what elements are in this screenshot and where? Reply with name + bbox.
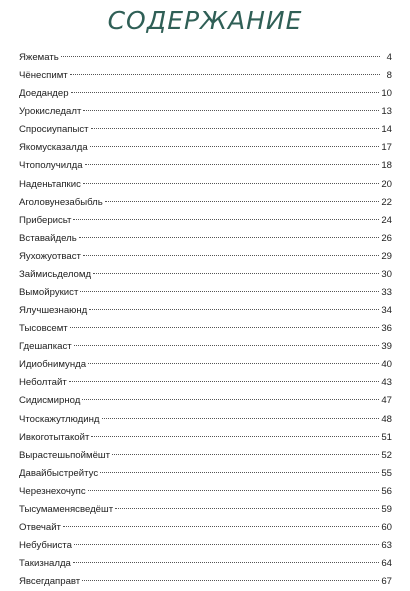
toc-entry xyxy=(19,67,392,85)
toc-entry xyxy=(19,447,392,465)
toc-entry-label: Вырастешьпоймёшт xyxy=(19,449,110,461)
toc-entry-page-number: 56 xyxy=(381,485,392,497)
toc-entry xyxy=(19,302,392,320)
toc-entry-page-number: 33 xyxy=(381,287,392,299)
toc-entry xyxy=(19,284,392,302)
dot-leader xyxy=(91,436,379,437)
toc-entry xyxy=(19,411,392,429)
toc-entry-page-number: 26 xyxy=(381,232,392,244)
toc-entry-page-number: 24 xyxy=(381,214,392,226)
toc-entry xyxy=(19,121,392,139)
toc-entry-label: Тысовсемт xyxy=(19,323,68,335)
dot-leader xyxy=(83,183,379,184)
toc-entry-page-number: 34 xyxy=(381,305,392,317)
toc-entry-page-number: 39 xyxy=(381,341,392,353)
toc-entry-page-number: 64 xyxy=(381,558,392,570)
toc-entry-label: Чтополучилда xyxy=(19,160,83,172)
dot-leader xyxy=(74,544,379,545)
dot-leader xyxy=(85,164,380,165)
toc-entry-label: Гдешапкаст xyxy=(19,341,72,353)
toc-entry xyxy=(19,320,392,338)
dot-leader xyxy=(90,146,380,147)
toc-entry-label: Вставайдель xyxy=(19,232,77,244)
dot-leader xyxy=(89,309,379,310)
dot-leader xyxy=(73,562,379,563)
dot-leader xyxy=(115,508,379,509)
toc-entry-label: Приберисьт xyxy=(19,214,72,226)
toc-entry xyxy=(19,139,392,157)
toc-entry xyxy=(19,248,392,266)
toc-entry-label: Явсегдаправт xyxy=(19,576,81,588)
dot-leader xyxy=(79,237,380,238)
toc-entry-label: Чёнеспимт xyxy=(19,70,68,82)
dot-leader xyxy=(70,74,380,75)
toc-entry-label: Неболтайт xyxy=(19,377,67,389)
toc-entry-label: Идиобнимунда xyxy=(19,359,87,371)
dot-leader xyxy=(63,526,379,527)
toc-entry-page-number: 29 xyxy=(381,250,392,262)
toc-entry xyxy=(19,519,392,537)
dot-leader xyxy=(82,399,379,400)
toc-entry-label: Ялучшезнаюнд xyxy=(19,305,88,317)
dot-leader xyxy=(82,580,379,581)
toc-entry-page-number: 43 xyxy=(381,377,392,389)
dot-leader xyxy=(71,92,380,93)
toc-entry-label: Отвечайт xyxy=(19,522,61,534)
dot-leader xyxy=(88,490,380,491)
page-title: СОДЕРЖАНИЕ xyxy=(107,6,303,35)
toc-entry-page-number: 10 xyxy=(381,88,392,100)
toc-entry-page-number: 17 xyxy=(381,142,392,154)
toc-entry xyxy=(19,338,392,356)
toc-entry-label: Вымойрукист xyxy=(19,287,79,299)
toc-entry xyxy=(19,176,392,194)
toc-entry-page-number: 14 xyxy=(381,124,392,136)
toc-entry-page-number: 47 xyxy=(381,395,392,407)
toc-entry xyxy=(19,374,392,392)
toc-entry-page-number: 4 xyxy=(386,52,392,63)
dot-leader xyxy=(69,381,380,382)
toc-entry xyxy=(19,212,392,230)
dot-leader xyxy=(105,201,380,202)
dot-leader xyxy=(100,472,379,473)
toc-entry xyxy=(19,194,392,212)
dot-leader xyxy=(61,56,380,57)
dot-leader xyxy=(83,110,379,111)
dot-leader xyxy=(74,345,380,346)
toc-entry-page-number: 22 xyxy=(381,196,392,208)
toc-entry-label: Якомусказалда xyxy=(19,142,88,154)
toc-entry-page-number: 51 xyxy=(381,431,392,443)
toc-entry-page-number: 59 xyxy=(381,503,392,515)
toc-entry-label: Займисьделомд xyxy=(19,268,92,280)
toc-entry xyxy=(19,103,392,121)
toc-entry-page-number: 60 xyxy=(381,522,392,534)
toc-entry-label: Яжемать xyxy=(19,52,59,63)
toc-entry xyxy=(19,266,392,284)
toc-entry-label: Урокиследалт xyxy=(19,106,82,118)
toc-entry xyxy=(19,555,392,573)
toc-entry-label: Спросиупапыст xyxy=(19,124,89,136)
toc-entry-page-number: 63 xyxy=(381,540,392,552)
toc-entry-page-number: 40 xyxy=(381,359,392,371)
toc-entry-label: Такизналда xyxy=(19,558,71,570)
toc-entry-label: Аголовунезабыбль xyxy=(19,196,103,208)
dot-leader xyxy=(102,418,380,419)
dot-leader xyxy=(73,219,379,220)
dot-leader xyxy=(80,291,379,292)
toc-entry-page-number: 8 xyxy=(386,70,392,82)
toc-entry-label: Ивкоготытакойт xyxy=(19,431,90,443)
toc-entry-label: Чтоскажутлюдинд xyxy=(19,413,100,425)
dot-leader xyxy=(93,273,379,274)
toc-entry-label: Наденьтапкис xyxy=(19,178,81,190)
toc-entry-page-number: 20 xyxy=(381,178,392,190)
toc-entry xyxy=(19,573,392,591)
toc-entry xyxy=(19,537,392,555)
toc-entry-page-number: 30 xyxy=(381,268,392,280)
toc-entry xyxy=(19,230,392,248)
toc-entry-page-number: 55 xyxy=(381,467,392,479)
dot-leader xyxy=(91,128,380,129)
toc-entry-label: Яухожуотваст xyxy=(19,250,81,262)
toc-entry xyxy=(19,85,392,103)
toc-entry xyxy=(19,501,392,519)
toc-entry xyxy=(19,392,392,410)
toc-entry-page-number: 48 xyxy=(381,413,392,425)
toc-entry-page-number: 18 xyxy=(381,160,392,172)
dot-leader xyxy=(70,327,380,328)
toc-entry-label: Сидисмирнод xyxy=(19,395,81,407)
dot-leader xyxy=(83,255,379,256)
toc-entry-label: Доедандер xyxy=(19,88,69,100)
dot-leader xyxy=(88,363,379,364)
toc-entry-page-number: 36 xyxy=(381,323,392,335)
toc-entry xyxy=(19,49,392,67)
dot-leader xyxy=(112,454,379,455)
toc-entry-label: Небубниста xyxy=(19,540,72,552)
toc-entry-label: Давайбыстрейтус xyxy=(19,467,99,479)
toc-entry-label: Тысумаменясведёшт xyxy=(19,503,114,515)
toc-entry-page-number: 67 xyxy=(381,576,392,588)
toc-entry xyxy=(19,157,392,175)
toc-entry xyxy=(19,465,392,483)
toc-entry xyxy=(19,429,392,447)
toc-entry-page-number: 52 xyxy=(381,449,392,461)
toc-entry-page-number: 13 xyxy=(381,106,392,118)
toc-entry-label: Черезнехочупс xyxy=(19,485,86,497)
toc-list xyxy=(19,49,392,591)
toc-entry xyxy=(19,483,392,501)
toc-entry xyxy=(19,356,392,374)
